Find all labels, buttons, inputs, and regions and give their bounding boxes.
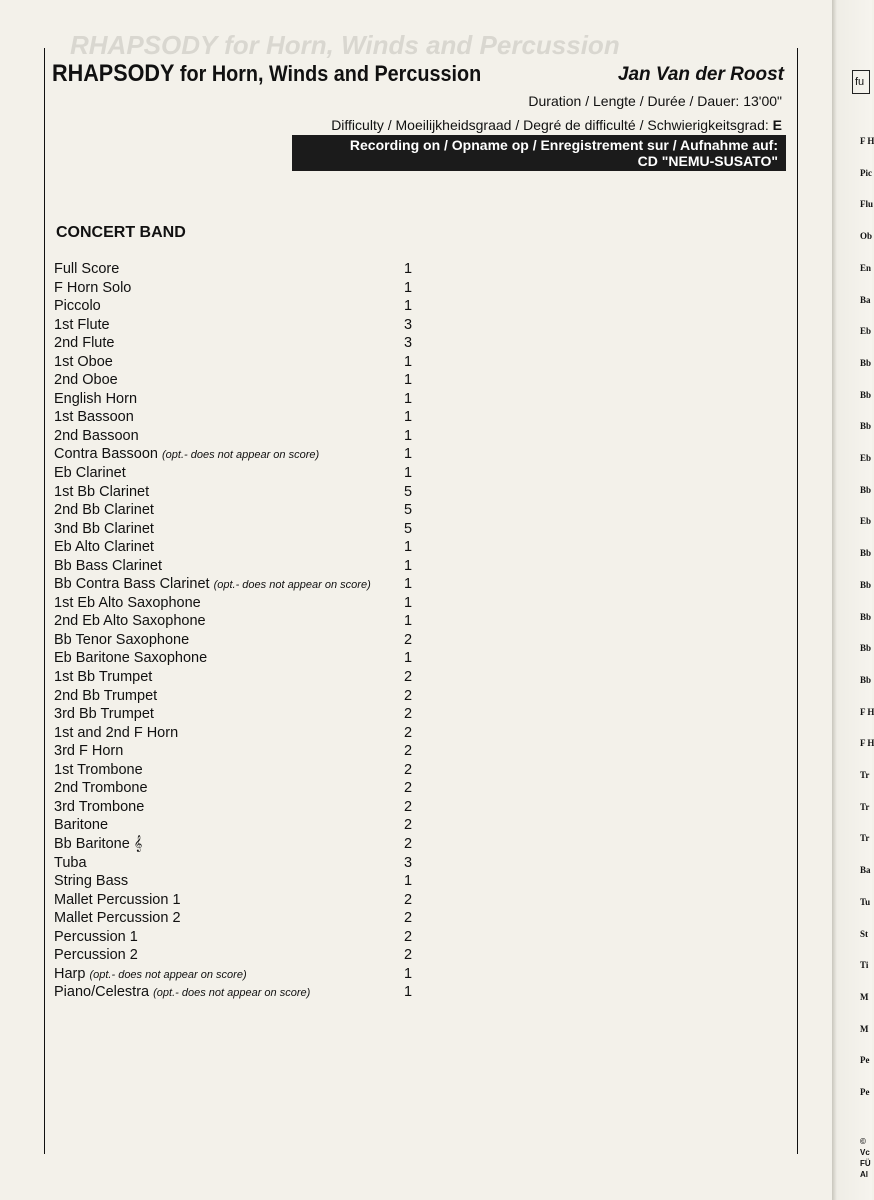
adjacent-page-label: Flu: [860, 199, 874, 210]
part-name: 1st Bb Clarinet: [54, 483, 150, 500]
adjacent-page-label: Ti: [860, 960, 869, 971]
part-quantity: 1: [403, 446, 413, 463]
part-quantity: 3: [403, 316, 413, 333]
adjacent-page-footer-line: ©: [860, 1137, 866, 1146]
list-item: [54, 279, 434, 298]
list-item: [54, 705, 434, 724]
part-quantity: 2: [403, 724, 413, 741]
part-quantity: 2: [403, 631, 413, 648]
list-item: [54, 649, 434, 668]
part-quantity: 1: [403, 613, 413, 630]
part-note: (opt.- does not appear on score): [213, 579, 371, 592]
part-name: Bb Bass Clarinet: [54, 557, 162, 574]
part-quantity: 1: [403, 261, 413, 277]
part-quantity: 5: [403, 483, 413, 500]
part-quantity: 1: [403, 984, 413, 1001]
part-quantity: 2: [403, 798, 413, 815]
list-item: [54, 779, 434, 798]
part-quantity: 3: [403, 335, 413, 352]
list-item: [54, 612, 434, 631]
list-item: [54, 724, 434, 743]
list-item: [54, 316, 434, 335]
difficulty-line: Difficulty / Moeilijkheidsgraad / Degré de difficulté / Schwierigkeitsgrad: E: [331, 117, 782, 133]
adjacent-page-label: M: [860, 991, 869, 1002]
recording-line-1: Recording on / Opname op / Enregistrement sur / Aufnahme auf:: [349, 137, 778, 153]
adjacent-page-label: Bb: [860, 643, 872, 654]
part-quantity: 1: [403, 298, 413, 315]
part-name: Eb Baritone Saxophone: [54, 650, 208, 667]
part-note: (opt.- does not appear on score): [153, 987, 311, 1000]
part-name: 3rd Bb Trumpet: [54, 706, 154, 723]
list-item: [54, 835, 434, 854]
part-quantity: 1: [403, 279, 413, 296]
adjacent-page-label: Ob: [860, 231, 873, 242]
part-quantity: 1: [403, 539, 413, 556]
adjacent-page-label: Bb: [860, 548, 872, 559]
part-name: 2nd Bassoon: [54, 427, 139, 444]
part-quantity: 1: [403, 557, 413, 574]
adjacent-page-label: St: [860, 928, 869, 939]
list-item: [54, 594, 434, 613]
adjacent-page-label: Pe: [860, 1055, 870, 1066]
adjacent-page-label: Bb: [860, 389, 872, 400]
list-item: [54, 761, 434, 780]
list-item: [54, 816, 434, 835]
adjacent-page-label: Eb: [860, 516, 872, 527]
adjacent-page-label: Bb: [860, 357, 872, 368]
list-item: [54, 742, 434, 761]
part-quantity: 2: [403, 669, 413, 686]
list-item: [54, 575, 434, 594]
duration-line: Duration / Lengte / Durée / Dauer: 13'00": [528, 93, 782, 109]
list-item: [54, 408, 434, 427]
list-item: [54, 427, 434, 446]
part-quantity: 1: [403, 390, 413, 407]
adjacent-page-label: Bb: [860, 421, 872, 432]
page-title: RHAPSODY for Horn, Winds and Percussion: [52, 60, 482, 87]
part-quantity: 1: [403, 650, 413, 667]
adjacent-page-label: Ba: [860, 865, 871, 876]
part-name: Eb Alto Clarinet: [54, 539, 154, 556]
part-name: 1st and 2nd F Horn: [54, 724, 179, 741]
list-item: [54, 353, 434, 372]
list-item: [54, 538, 434, 557]
adjacent-page-label: Ba: [860, 294, 871, 305]
list-item: [54, 520, 434, 539]
adjacent-page-footer-line: Vc: [860, 1148, 870, 1157]
adjacent-page-label: Pe: [860, 1087, 870, 1097]
part-quantity: 1: [403, 353, 413, 370]
part-name: F Horn Solo: [54, 279, 132, 296]
part-name: 2nd Eb Alto Saxophone: [54, 613, 206, 630]
part-name: Harp (opt.- does not appear on score): [54, 965, 247, 982]
part-name: Tuba: [54, 854, 87, 871]
part-name: 1st Flute: [54, 316, 110, 333]
adjacent-page-label: Tr: [860, 833, 870, 844]
part-quantity: 1: [403, 873, 413, 890]
part-quantity: 1: [403, 965, 413, 982]
part-name: 1st Bassoon: [54, 409, 134, 426]
part-name: Full Score: [54, 261, 120, 277]
part-quantity: 2: [403, 928, 413, 945]
part-name: 1st Eb Alto Saxophone: [54, 594, 201, 611]
part-name: Baritone: [54, 817, 109, 834]
list-item: [54, 891, 434, 910]
part-name: 2nd Bb Clarinet: [54, 502, 154, 519]
show-through-text: RHAPSODY for Horn, Winds and Percussion: [70, 30, 620, 60]
part-name: 2nd Flute: [54, 335, 115, 352]
part-name: Piccolo: [54, 298, 101, 315]
part-quantity: 2: [403, 743, 413, 760]
adjacent-page-edge: [832, 0, 872, 1200]
part-name: Bb Baritone 𝄞: [54, 835, 143, 852]
part-name: 2nd Oboe: [54, 372, 118, 389]
part-name: 1st Bb Trumpet: [54, 669, 153, 686]
part-quantity: 2: [403, 761, 413, 778]
list-item: [54, 260, 434, 279]
list-item: [54, 297, 434, 316]
list-item: [54, 909, 434, 928]
recording-line-2: CD "NEMU-SUSATO": [637, 153, 778, 169]
list-item: [54, 483, 434, 502]
adjacent-page-label: Bb: [860, 579, 872, 590]
part-name: String Bass: [54, 873, 129, 890]
part-name: Piano/Celestra (opt.- does not appear on score): [54, 984, 311, 1001]
adjacent-page-label: Bb: [860, 484, 872, 495]
part-name: 3rd Trombone: [54, 798, 145, 815]
part-quantity: 2: [403, 687, 413, 704]
adjacent-page-label: Tr: [860, 770, 870, 780]
adjacent-page-label: M: [860, 1023, 869, 1034]
part-name: English Horn: [54, 390, 138, 407]
composer-name: Jan Van der Roost: [617, 64, 784, 85]
adjacent-page-label: Eb: [860, 326, 872, 337]
part-name: 1st Trombone: [54, 761, 143, 778]
list-item: [54, 557, 434, 576]
list-item: [54, 668, 434, 687]
list-item: [54, 946, 434, 965]
part-quantity: 5: [403, 502, 413, 519]
part-name: Bb Contra Bass Clarinet (opt.- does not appear on score): [54, 576, 371, 593]
part-quantity: 2: [403, 947, 413, 964]
part-quantity: 2: [403, 835, 413, 852]
part-note: (opt.- does not appear on score): [162, 449, 320, 462]
part-quantity: 5: [403, 520, 413, 537]
adjacent-page-footer: [860, 1136, 874, 1180]
section-title: CONCERT BAND: [56, 224, 186, 241]
list-item: [54, 965, 434, 984]
part-quantity: 1: [403, 427, 413, 444]
adjacent-page-label: Eb: [860, 453, 872, 463]
part-name: Percussion 1: [54, 928, 138, 945]
part-note: (opt.- does not appear on score): [89, 968, 247, 981]
part-name: Percussion 2: [54, 947, 138, 964]
adjacent-page-footer-line: Al: [860, 1170, 868, 1179]
adjacent-page-label: Bb: [860, 674, 872, 685]
part-quantity: 2: [403, 817, 413, 834]
list-item: [54, 928, 434, 947]
parts-list: [54, 260, 434, 1002]
adjacent-page-label: F H: [860, 706, 874, 717]
list-item: [54, 854, 434, 873]
list-item: [54, 872, 434, 891]
part-quantity: 1: [403, 409, 413, 426]
list-item: [54, 464, 434, 483]
list-item: [54, 371, 434, 390]
part-quantity: 1: [403, 465, 413, 482]
part-quantity: 1: [403, 576, 413, 593]
adjacent-page-label: F H: [860, 738, 874, 749]
adjacent-page-label: F H: [860, 136, 874, 146]
adjacent-page-label: En: [860, 262, 872, 273]
adjacent-page-label: Bb: [860, 611, 872, 622]
part-name: 3rd F Horn: [54, 743, 124, 760]
list-item: [54, 334, 434, 353]
list-item: [54, 687, 434, 706]
part-name: Contra Bassoon (opt.- does not appear on score): [54, 446, 320, 463]
part-quantity: 3: [403, 854, 413, 871]
part-name: 2nd Trombone: [54, 780, 148, 797]
adjacent-page-label: Tr: [860, 801, 870, 812]
list-item: [54, 983, 434, 1002]
part-name: Bb Tenor Saxophone: [54, 631, 190, 648]
recording-banner: [292, 135, 786, 171]
part-quantity: 2: [403, 910, 413, 927]
part-quantity: 2: [403, 780, 413, 797]
part-name: Eb Clarinet: [54, 465, 126, 482]
part-name: Mallet Percussion 2: [54, 910, 181, 927]
part-name: 2nd Bb Trumpet: [54, 687, 158, 704]
list-item: [54, 445, 434, 464]
list-item: [54, 390, 434, 409]
part-name: 1st Oboe: [54, 353, 113, 370]
part-quantity: 2: [403, 891, 413, 908]
part-quantity: 1: [403, 594, 413, 611]
adjacent-page-footer-line: FÜ: [860, 1159, 871, 1168]
adjacent-page-box: fu: [852, 70, 870, 94]
part-quantity: 2: [403, 706, 413, 723]
list-item: [54, 631, 434, 650]
part-name: Mallet Percussion 1: [54, 891, 181, 908]
part-quantity: 1: [403, 372, 413, 389]
list-item: [54, 501, 434, 520]
list-item: [54, 798, 434, 817]
part-name: 3nd Bb Clarinet: [54, 520, 154, 537]
adjacent-page-label: Tu: [860, 896, 871, 907]
adjacent-page-label: Pic: [860, 167, 872, 178]
